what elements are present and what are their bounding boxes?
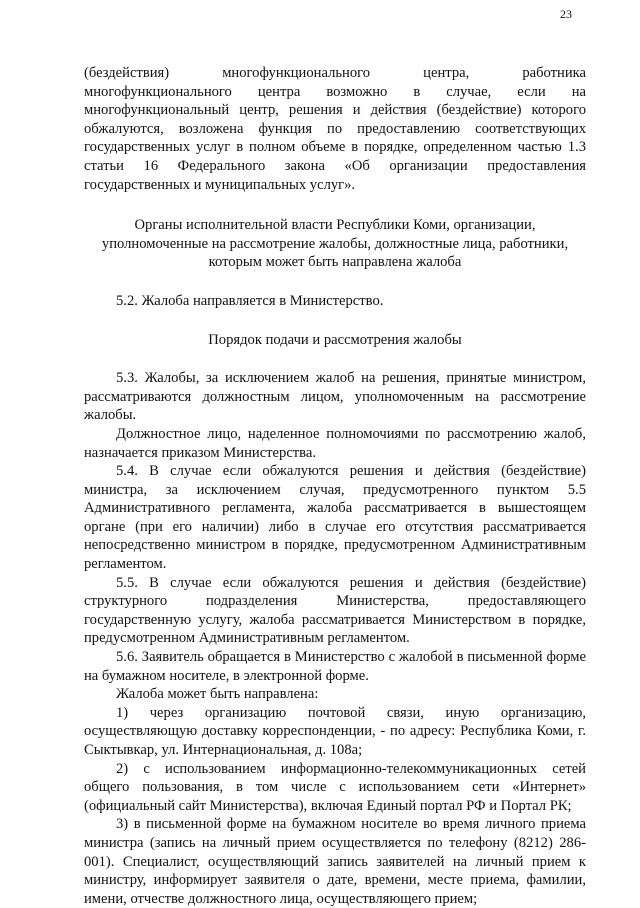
- paragraph-5-4: 5.4. В случае если обжалуются решения и действия (бездействие) министра, за исключением случая, предусмотренного пунктом 5.5 Административного регламента, жалоба рассматривается в вышестоящем органе (при его наличии) либо в случае его отсутствия рассматривается непосредственно министром в порядке, предусмотренном Административным регламентом.: [84, 463, 586, 573]
- paragraph-5-6: 5.6. Заявитель обращается в Министерство с жалобой в письменной форме на бумажном носителе, в электронной форме.: [84, 649, 586, 684]
- paragraph-5-3: 5.3. Жалобы, за исключением жалоб на решения, принятые министром, рассматриваются должностным лицом, уполномоченным на рассмотрение жалобы.: [84, 370, 586, 424]
- paragraph-5-5: 5.5. В случае если обжалуются решения и действия (бездействие) структурного подразделения Министерства, предоставляющего государственную услугу, жалоба рассматривается Министерством в порядке, предусмотренном Административным регламентом.: [84, 574, 586, 647]
- document-body: [84, 64, 586, 908]
- paragraph-5-2: 5.2. Жалоба направляется в Министерство.: [116, 292, 384, 309]
- page-number: 23: [560, 7, 572, 21]
- paragraph-may-be-sent: Жалоба может быть направлена:: [116, 686, 319, 703]
- list-item-1: 1) через организацию почтовой связи, иную организацию, осуществляющую доставку корреспонденции, - по адресу: Республика Коми, г. Сыктывкар, ул. Интернациональная, д. 108а;: [84, 704, 586, 758]
- list-item-2: 2) с использованием информационно-телекоммуникационных сетей общего пользования, в том числе с использованием сети «Интернет» (официальный сайт Министерства), включая Единый портал РФ и Портал РК;: [84, 760, 586, 814]
- section-heading-bodies: Органы исполнительной власти Республики Коми, организации, уполномоченные на рассмотрение жалобы, должностные лица, работники, которым может быть направлена жалоба: [101, 217, 569, 271]
- section-heading-procedure: Порядок подачи и рассмотрения жалобы: [208, 331, 462, 348]
- paragraph-official: Должностное лицо, наделенное полномочиями по рассмотрению жалоб, назначается приказом Министерства.: [84, 425, 586, 461]
- paragraph-intro: (бездействия) многофункционального центра, работника многофункционального центра возможно в случае, если на многофункциональный центр, решения и действия (бездействие) которого обжалуются, возложена функция по предоставлению соответствующих государственных услуг в полном объеме в порядке, определенном частью 1.3 статьи 16 Федерального закона «Об организации предоставления государственных и муниципальных услуг».: [84, 65, 586, 193]
- list-item-3: 3) в письменной форме на бумажном носителе во время личного приема министра (запись на личный прием осуществляется по телефону (8212) 286-001). Специалист, осуществляющий запись заявителей на личный прием к министру, информирует заявителя о дате, времени, месте приема, фамилии, имени, отчестве должностного лица, осуществляющего прием;: [84, 816, 586, 907]
